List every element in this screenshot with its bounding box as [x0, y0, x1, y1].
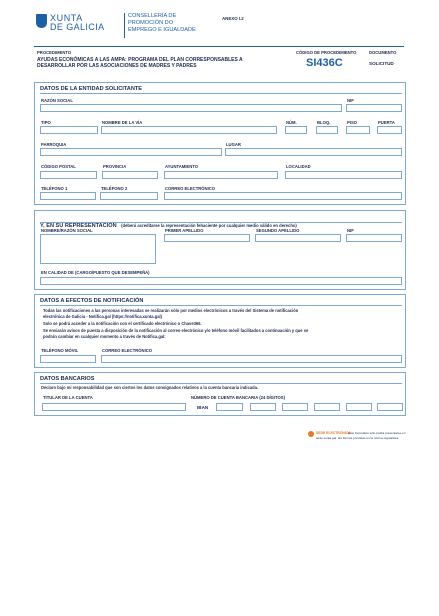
applicant-title: DATOS DE LA ENTIDAD SOLICITANTE — [40, 86, 143, 92]
iban-input[interactable] — [216, 403, 243, 411]
bloq-label: BLOQ. — [317, 120, 331, 125]
sede-icon — [308, 431, 314, 437]
razon-social-label: RAZÓN SOCIAL — [41, 98, 73, 103]
footer-line-2: sede.xunta.gal — [316, 436, 337, 440]
titular-label: TITULAR DE LA CUENTA — [43, 395, 93, 400]
account-block-4[interactable] — [346, 403, 372, 411]
procedure-code: SI436C — [306, 57, 343, 69]
account-block-1[interactable] — [250, 403, 276, 411]
representation-subtitle: (deberá acreditarse la representación fehaciente por cualquier medio válido en derecho) — [121, 223, 297, 228]
representation-title-rule — [40, 222, 402, 223]
localidad-label: LOCALIDAD — [286, 164, 311, 169]
applicant-title-rule — [40, 93, 402, 94]
telefono1-label: TELÉFONO 1 — [41, 186, 68, 191]
nif-label: NIF — [347, 98, 354, 103]
bank-title: DATOS BANCARIOS — [40, 376, 95, 382]
lugar-input[interactable] — [225, 148, 402, 156]
notification-title: DATOS A EFECTOS DE NOTIFICACIÓN — [40, 298, 144, 304]
ayuntamiento-input[interactable] — [164, 171, 278, 179]
parroquia-input[interactable] — [40, 148, 222, 156]
rep-nombre-label: NOMBRE/RAZÓN SOCIAL — [41, 228, 93, 233]
rep-primer-apellido-input[interactable] — [164, 234, 250, 242]
puerta-label: PUERTA — [378, 120, 395, 125]
footer-note — [308, 430, 408, 444]
rep-calidad-label: EN CALIDAD DE (CARGO/PUESTO QUE DESEMPEÑA) — [41, 270, 150, 275]
account-block-2[interactable] — [282, 403, 308, 411]
telefono2-input[interactable] — [100, 192, 158, 200]
document-type: SOLICITUD — [369, 61, 394, 66]
localidad-input[interactable] — [285, 171, 402, 179]
movil-input[interactable] — [40, 355, 96, 363]
titular-input[interactable] — [42, 403, 186, 411]
logo — [36, 13, 124, 41]
correo-label: CORREO ELECTRÓNICO — [165, 186, 216, 191]
nombre-via-input[interactable] — [101, 126, 277, 134]
notif-correo-label: CORREO ELECTRÓNICO — [102, 348, 153, 353]
tipo-label: TIPO — [41, 120, 51, 125]
account-block-5[interactable] — [377, 403, 403, 411]
rep-primer-apellido-label: PRIMER APELLIDO — [165, 228, 204, 233]
annex-label: ANEXO I.2 — [222, 16, 244, 21]
rep-nombre-input[interactable] — [40, 234, 156, 264]
piso-input[interactable] — [346, 126, 370, 134]
rep-segundo-apellido-label: SEGUNDO APELLIDO — [256, 228, 300, 233]
parroquia-label: PARROQUIA — [41, 142, 67, 147]
puerta-input[interactable] — [377, 126, 402, 134]
rep-nif-input[interactable] — [346, 234, 402, 242]
representation-section — [34, 210, 406, 290]
applicant-section — [34, 82, 406, 205]
rep-segundo-apellido-input[interactable] — [255, 234, 341, 242]
sede-badge: SEDE ELECTRÓNICA — [316, 431, 351, 435]
notification-text-4: Se enviarán avisos de puesta a disposición de la notificación al correo electrónico y/o teléfono móvil facilitados a continuación y que se — [43, 328, 309, 333]
procedure-code-label: CÓDIGO DE PROCEDIMIENTO — [296, 50, 357, 55]
document-label: DOCUMENTO — [369, 50, 397, 55]
bank-section — [34, 372, 406, 416]
rep-calidad-input[interactable] — [40, 277, 402, 285]
telefono1-input[interactable] — [40, 192, 96, 200]
account-block-3[interactable] — [314, 403, 340, 411]
notification-title-rule — [40, 305, 402, 306]
provincia-input[interactable] — [102, 171, 158, 179]
bloq-input[interactable] — [316, 126, 338, 134]
movil-label: TELÉFONO MÓVIL — [41, 348, 79, 353]
bank-declaration: Declaro bajo mi responsabilidad que son ciertos los datos consignados relativos a la cuenta bancaria indicada. — [41, 385, 259, 390]
notification-text-2: electrónica de Galicia - Notifica.gal (https://notifica.xunta.gal) — [43, 314, 162, 319]
notif-correo-input[interactable] — [101, 355, 402, 363]
footer-line-1: Este formulario sólo podrá presentarse en — [348, 431, 406, 435]
codigo-postal-label: CÓDIGO POSTAL — [41, 164, 76, 169]
logo-text-1: XUNTA — [50, 13, 83, 23]
piso-label: PISO — [347, 120, 358, 125]
notification-text-1: Todas las notificaciones a las personas interesadas se realizarán sólo por medios electrónicos a través del Sistema de notificación — [43, 308, 299, 313]
procedure-text-1: AYUDAS ECONÓMICAS A LAS AMPA: PROGRAMA DEL PLAN CORRESPONSABLES A — [37, 57, 243, 63]
num-input[interactable] — [285, 126, 307, 134]
correo-input[interactable] — [164, 192, 402, 200]
razon-social-input[interactable] — [40, 104, 342, 112]
footer-line-3: las formas previstas en la norma reguladora — [338, 436, 399, 440]
bank-title-rule — [40, 383, 402, 384]
notification-text-3: Solo se podrá acceder a la notificación con el certificado electrónico o Chave365. — [43, 321, 202, 326]
notification-text-5: podrán cambiar en cualquier momento a través de Notifica.gal: — [43, 334, 166, 339]
codigo-postal-input[interactable] — [40, 171, 97, 179]
logo-divider — [124, 13, 125, 38]
coat-of-arms-icon — [36, 14, 47, 28]
num-label: NÚM. — [286, 120, 297, 125]
iban-label: IBAN — [197, 405, 209, 410]
nif-input[interactable] — [346, 104, 402, 112]
nombre-via-label: NOMBRE DE LA VÍA — [102, 120, 143, 125]
telefono2-label: TELÉFONO 2 — [101, 186, 128, 191]
provincia-label: PROVINCIA — [103, 164, 127, 169]
ayuntamiento-label: AYUNTAMIENTO — [165, 164, 198, 169]
notification-section — [34, 294, 406, 368]
logo-text-2: DE GALICIA — [50, 22, 105, 32]
procedure-label: PROCEDIMENTO — [37, 50, 72, 55]
rep-nif-label: NIF — [347, 228, 354, 233]
procedure-box — [34, 46, 404, 73]
procedure-text-2: DESARROLLAR POR LAS ASOCIACIONES DE MADRES Y PADRES — [37, 63, 197, 69]
numero-cuenta-label: NÚMERO DE CUENTA BANCARIA (24 DÍGITOS) — [191, 395, 285, 400]
representation-title: Y, EN SU REPRESENTACIÓN — [40, 223, 117, 229]
tipo-input[interactable] — [40, 126, 98, 134]
procedure-rule — [34, 46, 404, 47]
department-name: CONSELLERÍA DE PROMOCIÓN DO EMPREGO E IGUALDADE — [128, 13, 196, 33]
lugar-label: LUGAR — [226, 142, 241, 147]
